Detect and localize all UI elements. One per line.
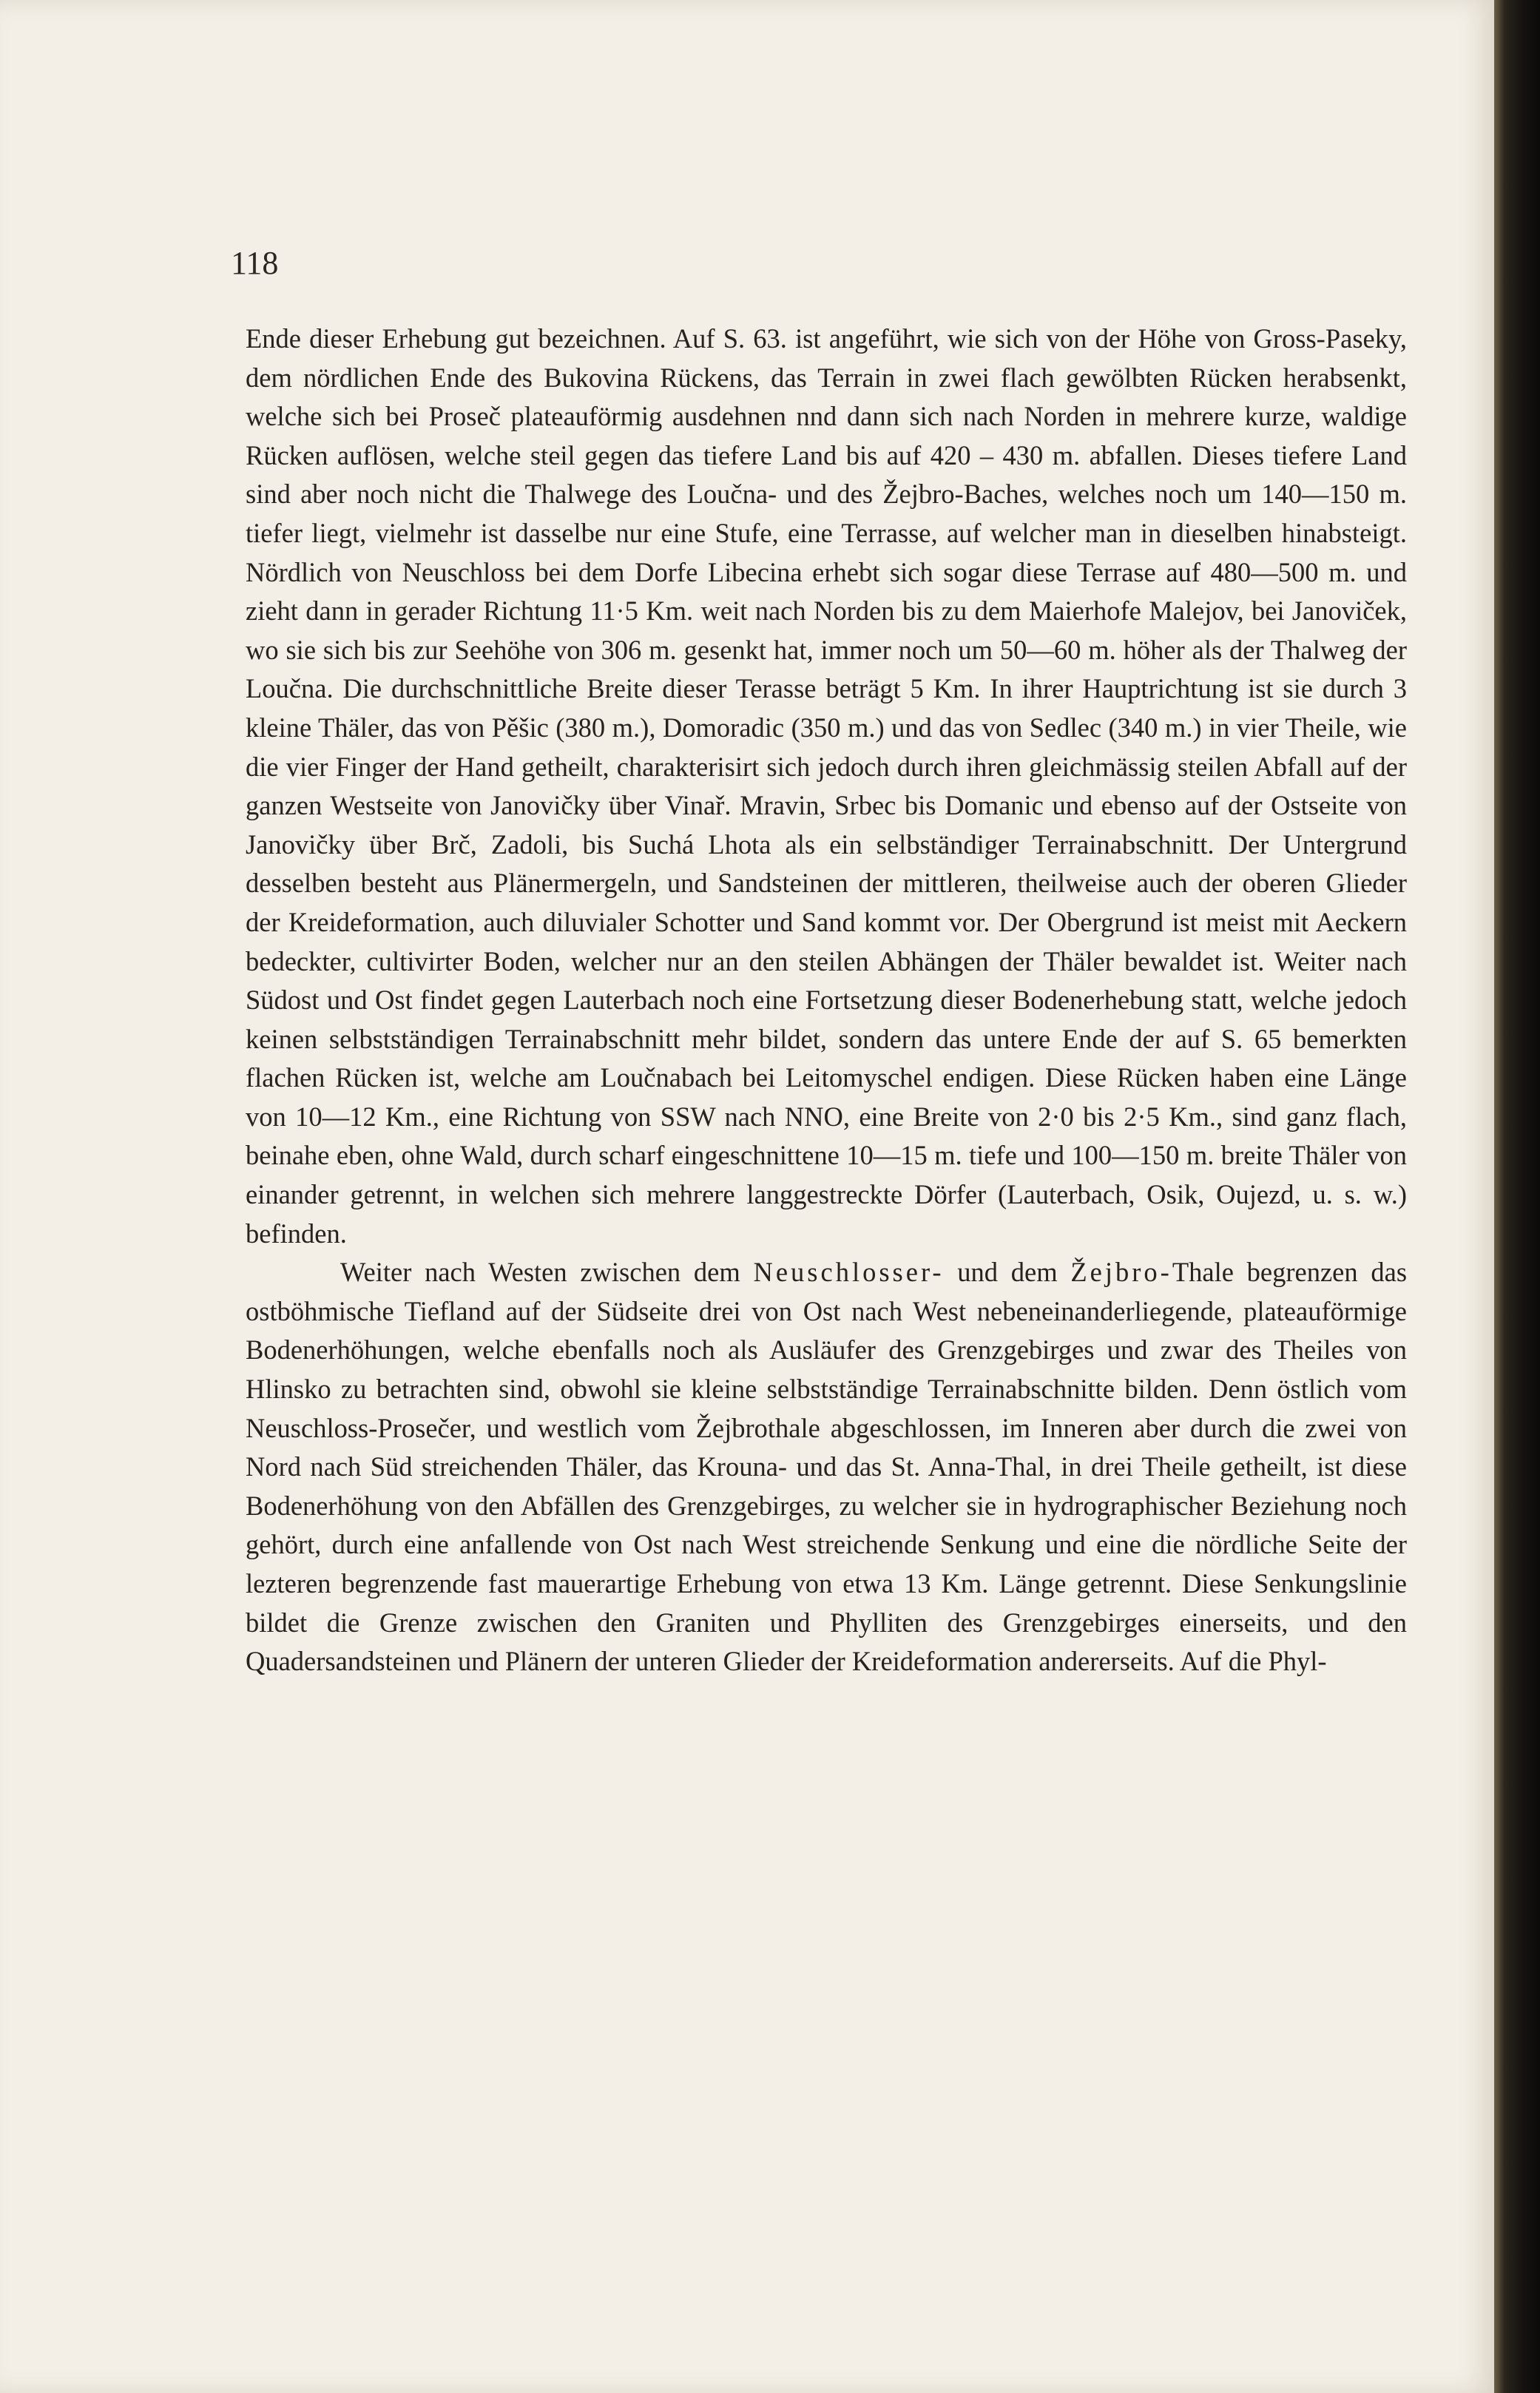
paragraph-western-plateaus [246,1253,1407,1681]
page-number: 118 [231,245,279,281]
paragraph-rest-text: Thale begrenzen das ostböhmische Tiefland auf der Südseite drei von Ost nach West nebeneinanderliegende, plateauförmige Bodenerhöhungen, welche ebenfalls noch als Ausläufer des Grenzgebirges und zwar des Theiles von Hlinsko zu betrachten sind, obwohl sie kleine selbstständige Terrainabschnitte bilden. Denn östlich vom Neuschloss-Prosečer, und westlich vom Žejbrothale abgeschlossen, im Inneren aber durch die zwei von Nord nach Süd streichenden Thäler, das Krouna- und das St. Anna-Thal, in drei Theile getheilt, ist diese Bodenerhöhung von den Abfällen des Grenzgebirges, zu welcher sie in hydrographischer Beziehung noch gehört, durch eine anfallende von Ost nach West streichende Senkung und eine die nördliche Seite der lezteren begrenzende fast mauerartige Erhebung von etwa 13 Km. Länge getrennt. Diese Senkungslinie bildet die Grenze zwischen den Graniten und Phylliten des Grenzgebirges einerseits, und den Quadersandsteinen und Plänern der unteren Glieder der Kreideformation andererseits. Auf die Phyl- [246,1257,1408,1677]
body-text [246,320,1407,1681]
spaced-term-neuschlosser: Neuschlosser- [753,1257,945,1288]
paragraph-terrace-description: Ende dieser Erhebung gut bezeichnen. Auf S. 63. ist angeführt, wie sich von der Höhe von Gross-Paseky, dem nördlichen Ende des Bukovina Rückens, das Terrain in zwei flach gewölbten Rücken herabsenkt, welche sich bei Proseč plateauförmig ausdehnen nnd dann sich nach Norden in mehrere kurze, waldige Rücken auflösen, welche steil gegen das tiefere Land bis auf 420 – 430 m. abfallen. Dieses tiefere Land sind aber noch nicht die Thalwege des Loučna- und des Žejbro-Baches, welches noch um 140—150 m. tiefer liegt, vielmehr ist dasselbe nur eine Stufe, eine Terrasse, auf welcher man in dieselben hinabsteigt. Nördlich von Neuschloss bei dem Dorfe Libecina erhebt sich sogar diese Terrase auf 480—500 m. und zieht dann in gerader Richtung 11·5 Km. weit nach Norden bis zu dem Maierhofe Malejov, bei Janoviček, wo sie sich bis zur Seehöhe von 306 m. gesenkt hat, immer noch um 50—60 m. höher als der Thalweg der Loučna. Die durchschnittliche Breite dieser Terasse beträgt 5 Km. In ihrer Hauptrichtung ist sie durch 3 kleine Thäler, das von Pěšic (380 m.), Domoradic (350 m.) und das von Sedlec (340 m.) in vier Theile, wie die vier Finger der Hand getheilt, charakterisirt sich jedoch durch ihren gleichmässig steilen Abfall auf der ganzen Westseite von Janovičky über Vinař. Mravin, Srbec bis Domanic und ebenso auf der Ostseite von Janovičky über Brč, Zadoli, bis Suchá Lhota als ein selbständiger Terrainabschnitt. Der Untergrund desselben besteht aus Plänermergeln, und Sandsteinen der mittleren, theilweise auch der oberen Glieder der Kreideformation, auch diluvialer Schotter und Sand kommt vor. Der Obergrund ist meist mit Aeckern bedeckter, cultivirter Boden, welcher nur an den steilen Abhängen der Thäler bewaldet ist. Weiter nach Südost und Ost findet gegen Lauterbach noch eine Fortsetzung dieser Bodenerhebung statt, welche jedoch keinen selbstständigen Terrainabschnitt mehr bildet, sondern das untere Ende der auf S. 65 bemerkten flachen Rücken ist, welche am Loučnabach bei Leitomyschel endigen. Diese Rücken haben eine Länge von 10—12 Km., eine Richtung von SSW nach NNO, eine Breite von 2·0 bis 2·5 Km., sind ganz flach, beinahe eben, ohne Wald, durch scharf eingeschnittene 10—15 m. tiefe und 100—150 m. breite Thäler von einander getrennt, in welchen sich mehrere langgestreckte Dörfer (Lauterbach, Osik, Oujezd, u. s. w.) befinden. [246,323,1407,1249]
paragraph-mid-text: und dem [957,1257,1058,1288]
paragraph-lead-text: Weiter nach Westen zwischen dem [340,1257,740,1288]
spaced-term-zejbro: Žejbro- [1070,1257,1172,1288]
book-binding-gutter [1494,0,1540,2393]
